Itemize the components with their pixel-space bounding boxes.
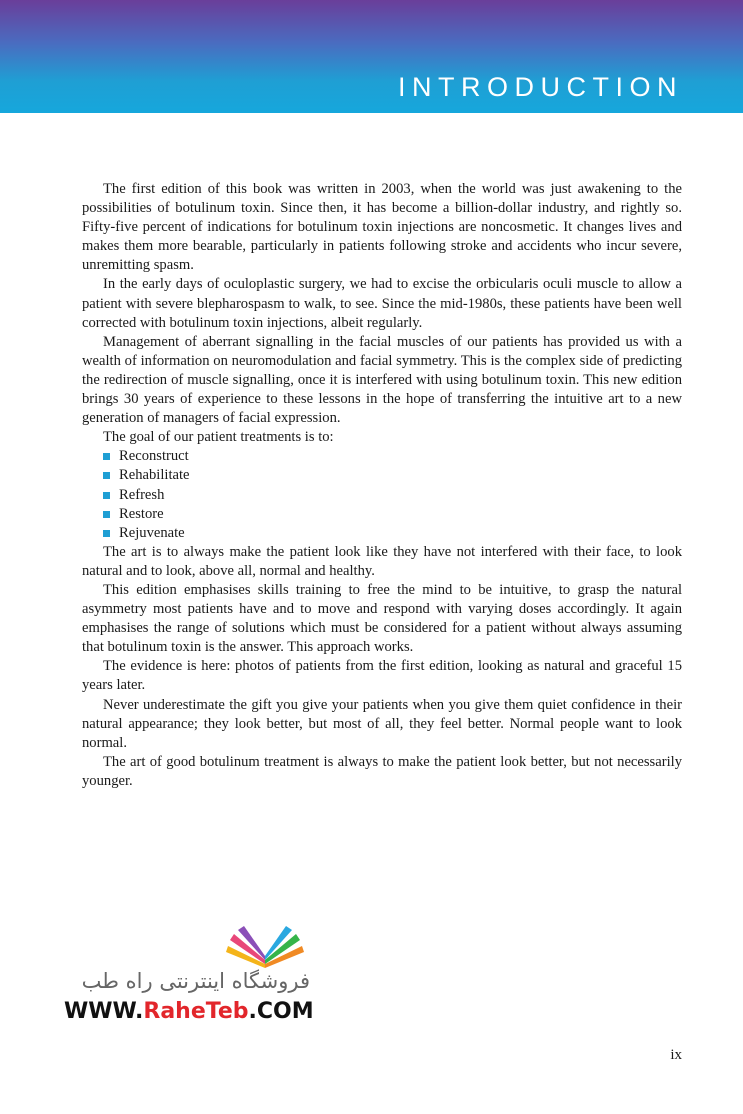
watermark-logo	[60, 920, 320, 1030]
goals-list	[82, 447, 682, 542]
paragraph: The evidence is here: photos of patients from the first edition, looking as natural and graceful 15 years later.	[82, 658, 682, 694]
square-bullet-icon	[103, 530, 110, 537]
body-text	[82, 180, 682, 791]
paragraph: This edition emphasises skills training to free the mind to be intuitive, to grasp the natural asymmetry most patients have and to move and respond with varying doses accordingly. It again emphasises the range of solutions which must be considered for a patient without always assuming that botulinum toxin is the answer. This approach works.	[82, 581, 682, 656]
watermark-url	[64, 999, 314, 1025]
paragraph: The first edition of this book was written in 2003, when the world was just awakening to the possibilities of botulinum toxin. Since then, it has become a billion-dollar industry, and rightly so. Fifty-five percent of indications for botulinum toxin injections are noncosmetic. It changes lives and makes them more bearable, particularly in patients following stroke and accidents who incur severe, unremitting spasm.	[82, 181, 682, 274]
list-item	[103, 466, 682, 485]
url-suffix: .COM	[248, 999, 314, 1024]
paragraph: Never underestimate the gift you give your patients when you give them quiet confidence in their natural appearance; they look better, but most of all, they feel better. Normal people want to look normal.	[82, 696, 682, 751]
url-prefix: WWW.	[64, 999, 144, 1024]
list-item	[103, 447, 682, 466]
list-item	[103, 486, 682, 505]
paragraph: The art of good botulinum treatment is always to make the patient look better, but not necessarily younger.	[82, 753, 682, 789]
square-bullet-icon	[103, 511, 110, 518]
watermark-persian-text: فروشگاه اینترنتی راه طب	[81, 969, 310, 993]
list-item-label: Refresh	[119, 486, 165, 503]
list-item	[103, 524, 682, 543]
chapter-title: INTRODUCTION	[398, 72, 683, 102]
paragraph: Management of aberrant signalling in the facial muscles of our patients has provided us with a wealth of information on neuromodulation and facial symmetry. This is the complex side of predicting the redirection of muscle signalling, once it is interfered with using botulinum toxin. This new edition brings 30 years of experience to these lessons in the hope of transferring the intuitive art to a new generation of managers of facial expression.	[82, 333, 682, 427]
square-bullet-icon	[103, 453, 110, 460]
list-item-label: Restore	[119, 505, 164, 522]
url-brand: RaheTeb	[143, 999, 249, 1024]
list-item-label: Reconstruct	[119, 448, 189, 465]
open-book-icon	[220, 920, 310, 970]
paragraph: The art is to always make the patient look like they have not interfered with their face, to look natural and to look, above all, normal and healthy.	[82, 543, 682, 579]
paragraph: In the early days of oculoplastic surgery, we had to excise the orbicularis oculi muscle to allow a patient with severe blepharospasm to walk, to see. Since the mid-1980s, these patients have been well corrected with botulinum toxin injections, albeit regularly.	[82, 276, 682, 331]
paragraph: The goal of our patient treatments is to:	[103, 429, 334, 446]
page-number: ix	[670, 1047, 682, 1063]
square-bullet-icon	[103, 472, 110, 479]
chapter-header-band	[0, 0, 743, 113]
list-item-label: Rehabilitate	[119, 467, 190, 484]
list-item-label: Rejuvenate	[119, 524, 185, 541]
list-item	[103, 505, 682, 524]
square-bullet-icon	[103, 492, 110, 499]
